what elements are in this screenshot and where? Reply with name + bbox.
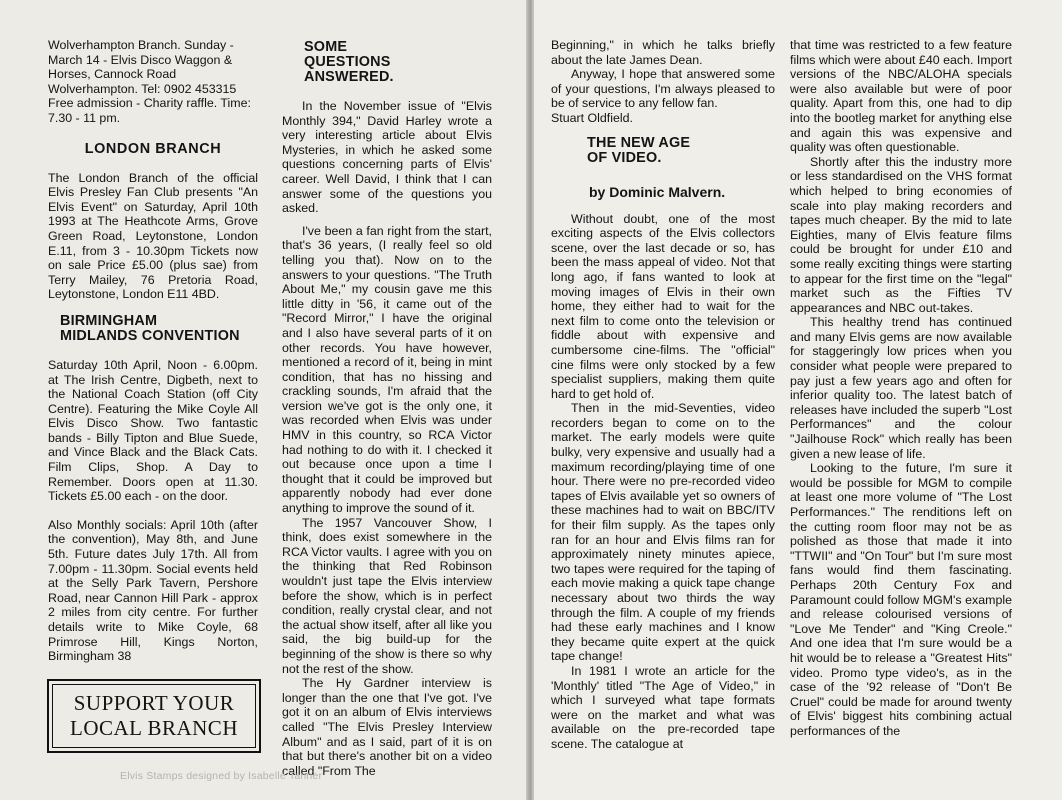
london-branch-text: The London Branch of the official Elvis Presley Fan Club presents "An Elvis Event" on Saturday, April 10th 1993 at The Heathcote Arms, Grove Green Road, Leytonstone, London E.11, from 3 - 10.30pm Tickets now on sale Price £5.00 (plus sae) from Terry Mailey, 76 Pretoria Road, Leytonstone, London E11 4BD. bbox=[48, 170, 258, 302]
birmingham-heading-line2: MIDLANDS CONVENTION bbox=[60, 327, 240, 344]
video-heading-line2: OF VIDEO. bbox=[587, 149, 662, 166]
video-paragraph-1: Without doubt, one of the most exciting aspects of the Elvis collectors scene, over the last decade or so, has been the mass appeal of video. Not that long ago, if fans wanted to look at moving images of Elvis in their own home, they either had to wait for the next film to come onto the television or fiddle about with expensive and cumbersome cine-films. The "official" cine films were only stocked by a few specialist suppliers, making them quite hard to get hold of. bbox=[551, 211, 775, 401]
left-column-2 bbox=[282, 40, 492, 778]
right-page bbox=[534, 0, 1062, 800]
video-paragraph-4: that time was restricted to a few feature films which were about £40 each. Import versions of the NBC/ALOHA specials were also available but were of poor quality. Apart from this, one had to dip into the bootleg market for anything else and again this was expensive and quality was often questionable. bbox=[790, 38, 1012, 155]
right-column-2 bbox=[790, 38, 1012, 739]
author-signoff: Stuart Oldfield. bbox=[551, 110, 633, 125]
video-paragraph-5: Shortly after this the industry more or less standardised on the VHS format which helped to bring economies of scale into play making recorders and tapes much cheaper. By the mid to late Eighties, many of Elvis feature films could be brought for under £10 and some really exciting things were starting to appear for the first time on the "legal" market such as the Fifties TV appearances and NBC out-takes. bbox=[790, 154, 1012, 315]
left-column-1 bbox=[48, 38, 258, 672]
support-line-1: SUPPORT YOUR bbox=[73, 691, 235, 715]
questions-continued: Beginning," in which he talks briefly about the late James Dean. bbox=[551, 38, 775, 67]
questions-heading-line3: ANSWERED. bbox=[304, 69, 394, 85]
video-paragraph-2: Then in the mid-Seventies, video recorders began to come on to the market. The early models were quite bulky, very expensive and usually had a maximum recording/playing time of one hour. There were no pre-recorded video tapes of Elvis available yet so owners of these machines had to wait on BBC/ITV for their film supply. As the tapes only ran for an hour and Elvis films ran for approximately ninety minutes apiece, two tapes were required for the taping of each movie making a quick tape change necessary about two thirds the way through the film. A couple of my friends had these early machines and I know they became quite expert at the quick tape change! bbox=[551, 401, 775, 664]
support-line-2: LOCAL BRANCH bbox=[70, 716, 238, 740]
video-paragraph-7: Looking to the future, I'm sure it would be possible for MGM to compile at least one more volume of "The Lost Performances." The renditions left on the cutting room floor may not be as polished as those that made it into "TTWII" and "On Tour" but I'm sure most fans would find them fascinating. Perhaps 20th Century Fox and Paramount could follow MGM's example and release colourised versions of "Love Me Tender" and "King Creole." And one idea that I'm sure would be a hit would be to release a "Greatest Hits" video. Promo type video's, as in the case of the '92 release of "Don't Be Cruel" could be made for around twenty of Elvis' biggest hits combining actual performances of the bbox=[790, 461, 1012, 738]
birmingham-heading-line1: BIRMINGHAM bbox=[60, 312, 158, 329]
video-paragraph-3: In 1981 I wrote an article for the 'Monthly' titled "The Age of Video," in which I surveyed what tape formats were on the market and what was available on the pre-recorded tape scene. The catalogue at bbox=[551, 663, 775, 751]
questions-paragraph-3: The 1957 Vancouver Show, I think, does exist somewhere in the RCA Victor vaults. I agree with you on the thinking that Red Robinson wouldn't just tape the Elvis interview before the show, which is in perfect condition, really crystal clear, and not the actual show itself, after all like you said, the big build-up for the beginning of the show is there so why not the rest of the show. bbox=[282, 515, 492, 676]
questions-paragraph-4: The Hy Gardner interview is longer than the one that I've got. I've got it on an album of Elvis interviews called "The Elvis Presley Interview Album" and as I said, part of it is on that but there's another bit on a video called "From The bbox=[282, 676, 492, 778]
questions-heading-line2: QUESTIONS bbox=[304, 54, 391, 70]
wolverhampton-notice: Wolverhampton Branch. Sunday - March 14 - Elvis Disco Waggon & Horses, Cannock Road Wolverhampton. Tel: 0902 453315 Free admission - Charity raffle. Time: 7.30 - 11 pm. bbox=[48, 38, 251, 125]
right-column-1 bbox=[551, 38, 775, 752]
questions-paragraph-2: I've been a fan right from the start, that's 36 years, (I really feel so old telling you that). Now on to the answers to your questions. "The Truth About Me," my cousin gave me this little ditty in '56, it came out of the "Record Mirror," I have the original and I also have several parts of it on other records. You have however, mentioned a record of it, being in mint condition, that has no hissing and crackling sounds, I'm afraid that the version we've got is the only one, it was recorded when Elvis was under HMV in this country, so RCA Victor had nothing to do with it. I checked it out because once upon a time I thought that it could be improved but apparently nobody had ever done anything to improve the sound of it. bbox=[282, 223, 492, 516]
birmingham-convention-text: Saturday 10th April, Noon - 6.00pm. at The Irish Centre, Digbeth, next to the National Coach Station (off City Centre). Featuring the Mike Coyle All Elvis Disco Show. Two fantastic bands - Billy Tipton and Blue Suede, and Vince Black and the Black Cats. Film Clips, Shop. A Day to Remember. Doors open at 11.30. Tickets £5.00 each - on the door. bbox=[48, 357, 258, 504]
article-byline: by Dominic Malvern. bbox=[589, 183, 726, 200]
left-page bbox=[0, 0, 528, 800]
stamp-credit-footer: Elvis Stamps designed by Isabelle Tanner bbox=[120, 770, 323, 782]
questions-paragraph-1: In the November issue of "Elvis Monthly 394," David Harley wrote a very interesting article about Elvis Mysteries, in which he asked some questions concerning parts of Elvis' career. Well David, I think that I can answer some of the questions you asked. bbox=[282, 99, 492, 216]
video-paragraph-6: This healthy trend has continued and many Elvis gems are now available for staggeringly low prices when you consider what people were prepared to pay just a few years ago and often for inferior quality too. The latest batch of releases have included the superb "Lost Performances" and the colour "Jailhouse Rock" which really has been given a new lease of life. bbox=[790, 315, 1012, 461]
support-local-branch-box bbox=[47, 679, 261, 753]
monthly-socials-text: Also Monthly socials: April 10th (after the convention), May 8th, and June 5th. Future dates July 17th. All from 7.00pm - 11.30pm. Social events held at the Selly Park Tavern, Pershore Road, near Cannon Hill Park - approx 2 miles from city centre. For further details write to Mike Coyle, 68 Primrose Hill, Kings Norton, Birmingham 38 bbox=[48, 517, 258, 664]
questions-heading-line1: SOME bbox=[304, 39, 348, 55]
questions-closing: Anyway, I hope that answered some of your questions, I'm always pleased to be of service to any fellow fan. bbox=[551, 67, 775, 111]
video-heading-line1: THE NEW AGE bbox=[587, 134, 691, 151]
london-branch-heading: LONDON BRANCH bbox=[84, 140, 222, 157]
